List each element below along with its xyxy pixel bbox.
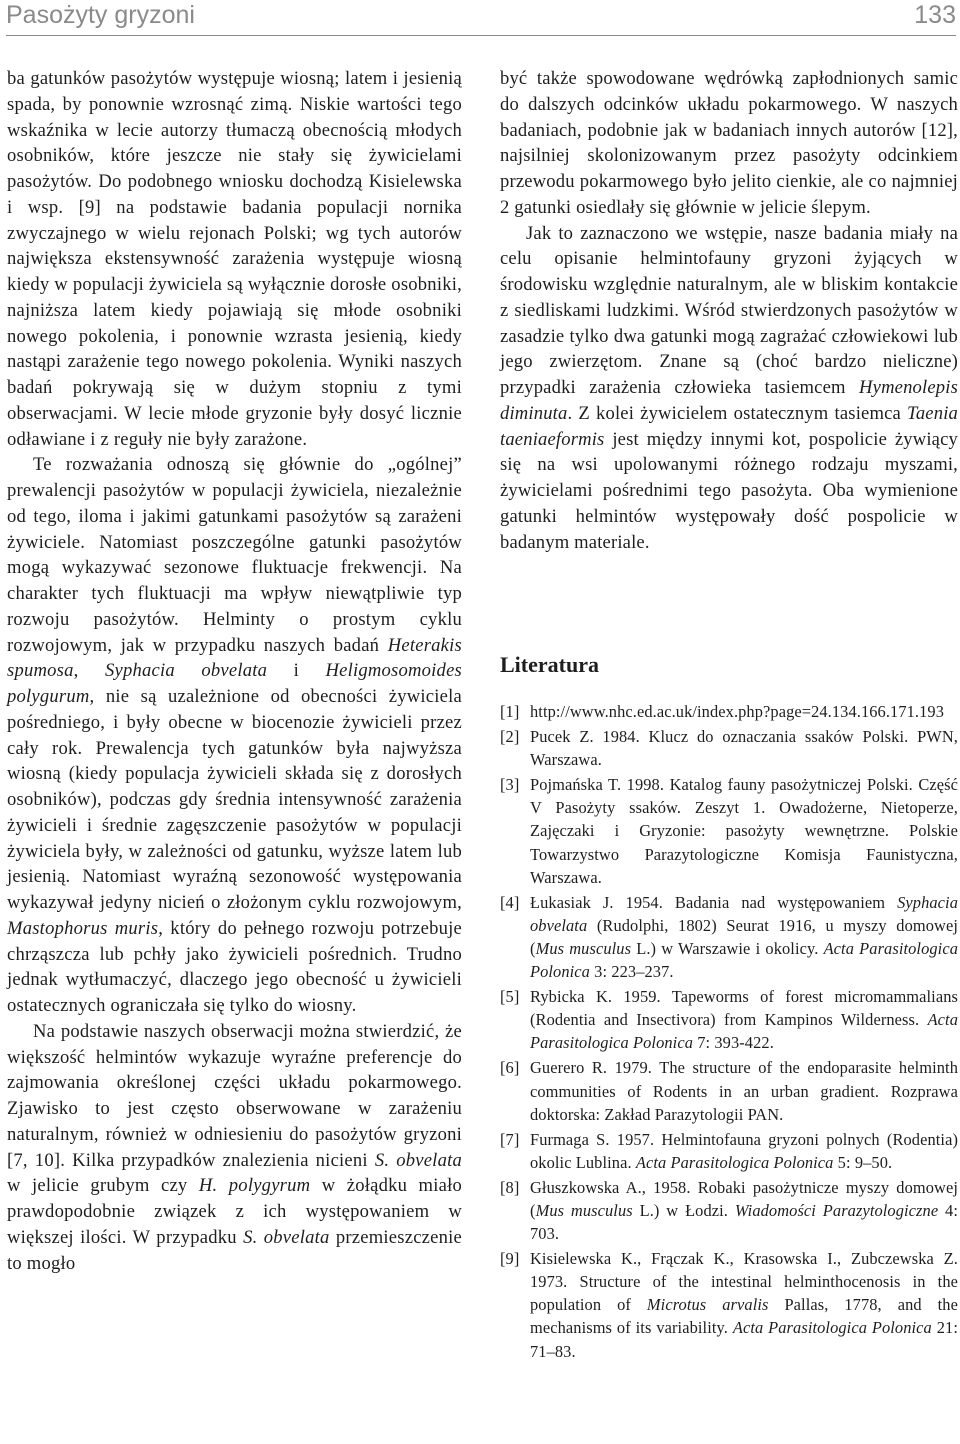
left-column [7,66,462,1276]
reference-text [530,1128,958,1174]
text-run: 5: 9–50. [833,1152,893,1172]
reference-number: [1] [500,702,520,721]
italic-text: Microtus arvalis [646,1295,769,1315]
italic-text: Acta Parasitologica Polonica [530,938,958,982]
reference-text [530,891,958,983]
reference-item [500,725,958,771]
running-header [6,0,956,40]
text-run: w żołądku miało prawdopodobnie związek z ich występowaniem w większej ilości. W przypadku [7,1175,462,1248]
italic-text: Hymenolepis diminuta [500,377,958,424]
reference-text [530,1247,958,1362]
reference-number: [7] [500,1129,520,1149]
italic-text: Wiadomości Parazytologiczne [734,1200,939,1220]
text-run: , [73,660,105,682]
italic-text: Acta Parasitologica Polonica [635,1152,834,1172]
text-run: i [267,660,326,682]
paragraph [7,66,462,452]
text-run: Furmaga S. 1957. Helmintofauna gryzoni polnych (Rodentia) okolic Lublina. [530,1129,958,1172]
text-run: przemieszczenie to mogło [7,1226,462,1274]
text-run: 3: 223–237. [589,962,674,982]
reference-item [500,1056,958,1125]
reference-item [500,700,958,723]
text-run: być także spowodowane wędrówką zapłodnionych samic do dalszych odcinków układu pokarmowego. W naszych badaniach, podobnie jak w badaniach innych autorów [12], najsilniej skolonizowanym przez pasożyty odcinkiem przewodu pokarmowego było jelito cienkie, ale co najmniej 2 gatunki osiedlały się głównie w jelicie ślepym. [500,68,958,218]
italic-text: Mus musculus [535,938,632,958]
reference-item [500,985,958,1054]
text-run: Pallas, 1778, and the mechanisms of its variability. [530,1295,958,1338]
page-number: 133 [914,1,956,29]
text-run: ba gatunków pasożytów występuje wiosną; latem i jesienią spada, by ponownie wzrosnąć zimą. Niskie wartości tego wskaźnika w lecie autorzy tłumaczą obecnością młodych osobników, które jeszcze nie stały się żywicielami pasożytów. Do podobnego wniosku dochodzą Kisielewska i wsp. [9] na podstawie badania populacji nornika zwyczajnego w wielu rejonach Polski; wg tych autorów największa ekstensywność zarażenia występuje wiosną kiedy w populacji żywiciela są wyłącznie dorosłe osobniki, najniższa latem kiedy pojawiają się młode osobniki nowego pokolenia, i ponownie wzrasta jesienią, kiedy nastąpi zarażenie tego nowego pokolenia. Wyniki naszych badań pokrywają się w dużym stopniu z tymi obserwacjami. W lecie młode gryzonie były dosyć licznie odławiane i z reguły nie były zarażone. [7,68,462,450]
text-run: 21: 71–83. [530,1318,958,1361]
right-column [500,66,958,555]
paragraph [7,1019,462,1277]
italic-text: Syphacia obvelata [530,892,958,935]
text-run: , który do pełnego rozwoju potrzebuje chrząszcza lub pchły jako żywicieli pośrednich. Trudno jednak wytłumaczyć, dlaczego jego obecność u żywicieli ostatecznych ograniczała się tylko do wiosny. [7,917,462,1016]
text-run: Pojmańska T. 1998. Katalog fauny pasożytniczej Polski. Część V Pasożyty ssaków. Zeszyt 1. Owadożerne, Nietoperze, Zajęczaki i Gryzonie: pasożyty wewnętrzne. Polskie Towarzystwo Parazytologiczne Komisja Faunistyczna, Warszawa. [530,775,958,887]
text-run: Łukasiak J. 1954. Badania nad występowaniem [530,892,898,912]
text-run: 7: 393-422. [693,1033,774,1053]
text-run: jest między innymi kot, pospolicie żywiący się na wsi upolowanymi różnego rodzaju myszami, żywicielami pośrednimi tego pasożyta. Oba wymienione gatunki helmintów występowały dość pospolicie w badanym materiale. [500,428,958,553]
reference-text [530,985,958,1054]
text-run: Pucek Z. 1984. Klucz do oznaczania ssaków Polski. PWN, Warszawa. [530,727,958,770]
reference-text [530,725,958,771]
running-title: Pasożyty gryzoni [6,1,195,29]
italic-text: Acta Parasitologica Polonica [530,1010,958,1053]
reference-number: [2] [500,727,520,747]
paragraph [500,66,958,221]
italic-text: Syphacia obvelata [104,660,268,682]
italic-text: Taenia taeniaeformis [500,402,958,450]
reference-number: [8] [500,1177,520,1197]
reference-text [530,773,958,888]
paragraph [7,452,462,1019]
reference-number: [5] [500,987,520,1007]
italic-text: Heterakis spumosa [7,634,462,682]
reference-item [500,891,958,983]
text-run: Guerero R. 1979. The structure of the endoparasite helminth communities of Rodents in an urban gradient. Rozprawa doktorska: Zakład Parazytologii PAN. [530,1058,958,1124]
text-run: Głuszkowska A., 1958. Robaki pasożytnicze myszy domowej ( [530,1177,958,1220]
reference-number: [4] [500,892,520,912]
italic-text: S. obvelata [374,1149,462,1171]
paragraph [500,221,958,556]
text-run: Kisielewska K., Frączak K., Krasowska I., Zubczewska Z. 1973. Structure of the intestinal helminthocenosis in the population of [530,1249,958,1315]
italic-text: Mus musculus [535,1200,633,1220]
reference-item [500,1128,958,1174]
header-rule [6,35,956,36]
text-run: Jak to zaznaczono we wstępie, nasze badania miały na celu opisanie helmintofauny gryzoni żyjących w środowisku względnie naturalnym, ale w bliskim kontakcie z siedliskami ludzkimi. Wśród stwierdzonych pasożytów w zasadzie tylko dwa gatunki mogą zagrażać człowiekowi lub jego zwierzętom. Znane są (choć bardzo nieliczne) przypadki zarażenia człowieka tasiemcem [500,222,958,398]
italic-text: Mastophorus muris [7,917,159,939]
reference-number: [9] [500,1249,520,1269]
text-run: 4: 703. [530,1200,958,1244]
literature-heading: Literatura [500,652,599,677]
text-run: , nie są uzależnione od obecności żywiciela pośredniego, i były obecne w biocenozie żywicieli przez cały rok. Prewalencja tych gatunków była najwyższa wiosną (kiedy populacja żywicieli składa się z dorosłych osobników), podczas gdy średnia intensywność zarażenia żywicieli i średnie zagęszczenie pasożytów w populacji żywiciela były, w zależności od gatunku, wyższe latem lub jesienią. Natomiast wyraźną sezonowość występowania wykazywał jedyny nicień o złożonym cyklu rozwojowym, [7,686,462,913]
reference-item [500,773,958,888]
reference-text [530,700,958,723]
reference-item [500,1247,958,1362]
text-run: http://www.nhc.ed.ac.uk/index.php?page=24.134.166.171.193 [530,702,945,721]
italic-text: H. polygyrum [198,1175,311,1197]
text-run: (Rudolphi, 1802) Seurat 1916, u myszy domowej ( [530,915,958,958]
text-run: Te rozważania odnoszą się głównie do „ogólnej” prewalencji pasożytów w populacji żywiciela, niezależnie od tego, iloma i jakimi gatunkami pasożytów są zarażeni żywiciele. Natomiast poszczególne gatunki pasożytów mogą wykazywać sezonowe fluktuacje frekwencji. Na charakter tych fluktuacji ma wpływ niewątpliwie typ rozwoju pasożytów. Helminty o prostym cyklu rozwojowym, jak w przypadku naszych badań [7,454,462,656]
text-run: L.) w Łodzi. [632,1200,735,1220]
text-run: w jelicie grubym czy [7,1175,199,1197]
text-run: . Z kolei żywicielem ostatecznym tasiemca [567,402,908,424]
italic-text: Acta Parasitologica Polonica [732,1318,932,1338]
reference-list [500,700,958,1365]
italic-text: S. obvelata [243,1226,330,1248]
reference-text [530,1176,958,1245]
reference-number: [6] [500,1058,520,1078]
reference-number: [3] [500,775,520,795]
text-run: Na podstawie naszych obserwacji można stwierdzić, że większość helmintów wykazuje wyraźne preferencje do zajmowania określonej części układu pokarmowego. Zjawisko to jest często obserwowane w zarażeniu naturalnym, również w odniesieniu do pasożytów gryzoni [7, 10]. Kilka przypadków znalezienia nicieni [7,1020,462,1171]
text-run: L.) w Warszawie i okolicy. [631,938,824,958]
reference-item [500,1176,958,1245]
text-run: Rybicka K. 1959. Tapeworms of forest micromammalians (Rodentia and Insectivora) from Kampinos Wilderness. [530,987,958,1030]
reference-text [530,1056,958,1125]
italic-text: Heligmosomoides polygurum [7,660,462,707]
